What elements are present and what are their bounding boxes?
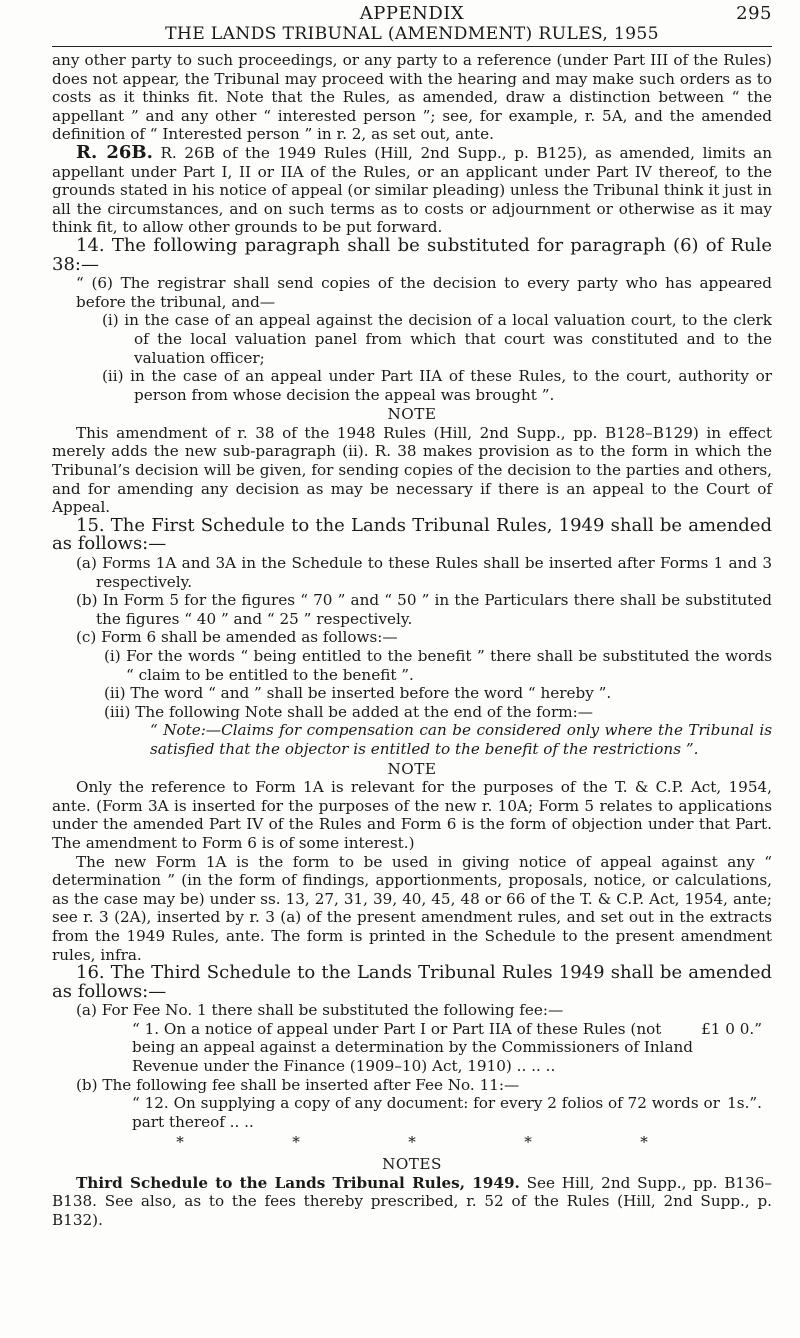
note-heading: NOTE [387,759,437,778]
form-note-quote: “ Note:—Claims for compensation can be considered only where the Tribunal is satisfied that the objector is entitled to the benefit of the restrictions ”. [150,721,772,758]
rule-14-quote: “ (6) The registrar shall send copies of the decision to every party who has appeared before the tribunal, and— [76,274,772,311]
paragraph-continuation: any other party to such proceedings, or any party to a reference (under Part III of the Rules) does not appear, the Tribunal may proceed with the hearing and may make such orders as to costs as it thinks fit. Note that the Rules, as amended, draw a distinction between “ the appellant ” and any other “ interested person ”; see, for example, r. 5A, and the amended definition of “ Interested person ” in r. 2, as set out, ante. [52,51,772,144]
note-text: This amendment of r. 38 of the 1948 Rules (Hill, 2nd Supp., pp. B128–B129) in effect merely adds the new sub-paragraph (ii). R. 38 makes provision as to the form in which the Tribunal’s decision will be given, for sending copies of the decision to the parties and others, and for amending any decision as may be necessary if there is an appeal to the Court of Appeal. [52,423,772,517]
header-title: APPENDIX [359,3,465,24]
rule-15-item-c-iii: (iii) The following Note shall be added at the end of the form:— [104,702,593,721]
running-header [52,4,772,24]
note-heading: NOTE [387,405,437,424]
note-text: The new Form 1A is the form to be used in giving notice of appeal against any “ determination ” (in the form of findings, apportionments, proposals, notice, or calculations, as the case may be) under ss. 13, 27, 31, 39, 40, 45, 48 or 66 of the T. & C.P. Act, 1954, ante; see r. 3 (2A), inserted by r. 3 (a) of the present amendment rules, and set out in the extracts from the 1949 Rules, ante. The form is printed in the Schedule to the present amendment rules, infra. [52,852,772,964]
rule-14-item-i: (i) in the case of an appeal against the decision of a local valuation court, to the clerk of the local valuation panel from which that court was constituted and to the valuation officer; [102,311,772,367]
rule-14: 14. The following paragraph shall be substituted for paragraph (6) of Rule 38:— [52,234,772,275]
notes-text [52,1174,772,1230]
fee-entry [52,1094,772,1131]
rule-16-item-a: (a) For Fee No. 1 there shall be substituted the following fee:— [76,1001,564,1020]
rule-14-item-ii: (ii) in the case of an appeal under Part IIA of these Rules, to the court, authority or person from whose decision the appeal was brought ”. [102,367,772,404]
asterisk: * [524,1133,532,1152]
notes-body: See Hill, 2nd Supp., pp. B136–B138. See also, as to the fees thereby prescribed, r. 52 of the Rules (Hill, 2nd Supp., p. B132). [52,1173,772,1229]
note-text: Only the reference to Form 1A is relevant for the purposes of the T. & C.P. Act, 1954, ante. (Form 3A is inserted for the purposes of the new r. 10A; Form 5 relates to applications under the amended Part IV of the Rules and Form 6 is the form of objection under that Part. The amendment to Form 6 is of some interest.) [52,778,772,852]
section-break [52,1133,772,1152]
paragraph-r26b [52,141,772,237]
asterisk: * [176,1133,184,1152]
notes-lead: Third Schedule to the Lands Tribunal Rules, 1949. [76,1173,520,1192]
rule-15: 15. The First Schedule to the Lands Tribunal Rules, 1949 shall be amended as follows:— [52,514,772,555]
asterisk: * [640,1133,648,1152]
fee-text: “ 1. On a notice of appeal under Part I or Part IIA of these Rules (not being an appeal against a determination by the Commissioners of Inland Revenue under the Finance (1909–10) Act, 1910) .. .. .. [132,1019,694,1076]
asterisk: * [292,1133,300,1152]
rule-16-item-b: (b) The following fee shall be inserted after Fee No. 11:— [76,1075,520,1094]
fee-text: “ 12. On supplying a copy of any document: for every 2 folios of 72 words or part thereof .. .. [132,1094,720,1131]
notes-heading: NOTES [382,1155,442,1174]
page-number: 295 [736,3,772,24]
rule-15-item-c: (c) Form 6 shall be amended as follows:— [76,628,398,647]
paragraph-text: R. 26B of the 1949 Rules (Hill, 2nd Supp., p. B125), as amended, limits an appellant under Part I, II or IIA of the Rules, or an applicant under Part IV thereof, to the grounds stated in his notice of appeal (or similar pleading) unless the Tribunal think it just in all the circumstances, and on such terms as to costs or adjournment or otherwise as it may think fit, to allow other grounds to be put forward. [52,143,772,237]
rule-15-item-a: (a) Forms 1A and 3A in the Schedule to these Rules shall be inserted after Forms 1 and 3 respectively. [76,554,772,591]
rule-15-item-c-ii: (ii) The word “ and ” shall be inserted before the word “ hereby ”. [104,684,612,703]
section-heading: THE LANDS TRIBUNAL (AMENDMENT) RULES, 1955 [52,24,772,47]
fee-amount: £1 0 0.” [701,1019,762,1038]
asterisk: * [408,1133,416,1152]
rule-15-item-c-i: (i) For the words “ being entitled to the benefit ” there shall be substituted the words “ claim to be entitled to the benefit ”. [104,647,772,684]
rule-15-item-b: (b) In Form 5 for the figures “ 70 ” and “ 50 ” in the Particulars there shall be substituted the figures “ 40 ” and “ 25 ” respectively. [76,591,772,628]
fee-amount: 1s.”. [727,1094,762,1113]
fee-entry [52,1020,772,1076]
paragraph-lead: R. 26B. [76,141,153,163]
rule-16: 16. The Third Schedule to the Lands Tribunal Rules 1949 shall be amended as follows:— [52,962,772,1002]
